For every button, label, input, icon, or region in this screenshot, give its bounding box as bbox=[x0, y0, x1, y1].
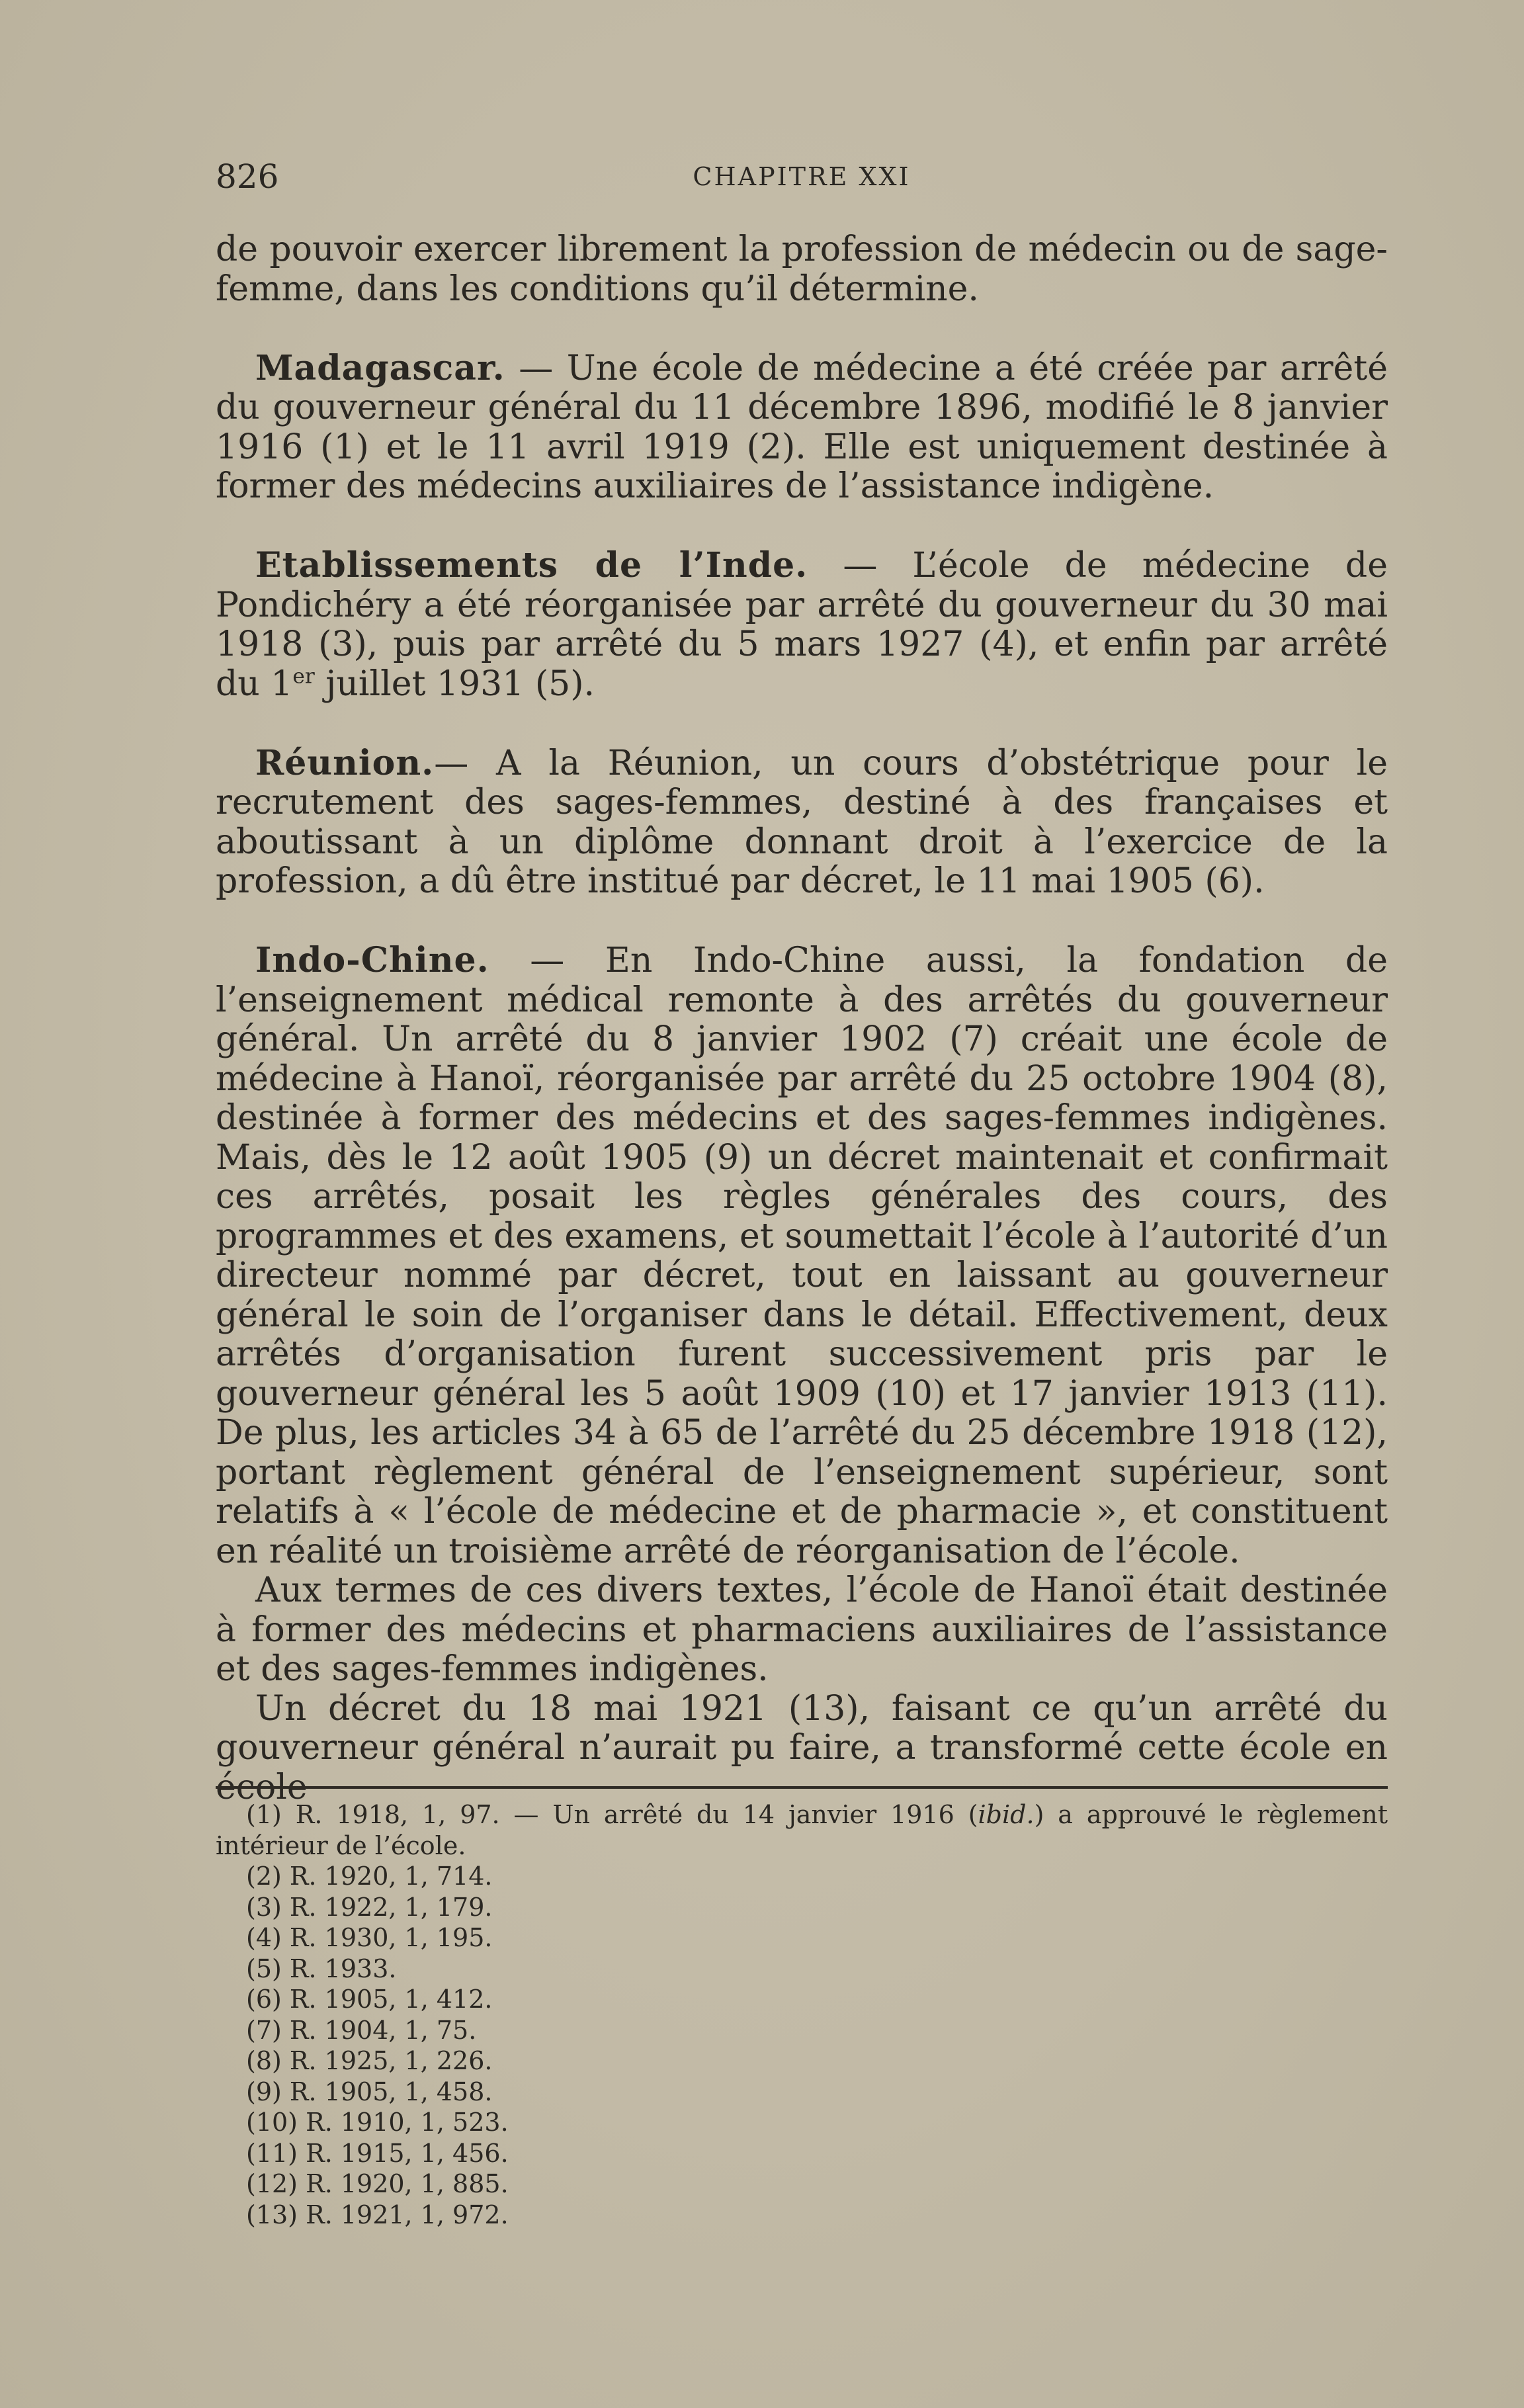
paragraph-indochine bbox=[216, 941, 1388, 1571]
footnote-2: (2) R. 1920, 1, 714. bbox=[246, 1862, 493, 1891]
paragraph-reunion bbox=[216, 744, 1388, 902]
paragraph-decret: Un décret du 18 mai 1921 (13), faisant ce qu’un arrêté du gouverneur général n’aurait pu faire, a transformé cette école en école bbox=[216, 1688, 1388, 1807]
footnotes bbox=[216, 1799, 1388, 2230]
footnote-12: (12) R. 1920, 1, 885. bbox=[246, 2169, 509, 2198]
section-heading-madagascar: Madagascar. bbox=[255, 347, 505, 388]
footnote-6: (6) R. 1905, 1, 412. bbox=[246, 1985, 493, 2014]
footnote-9: (9) R. 1905, 1, 458. bbox=[246, 2077, 493, 2106]
paragraph-hanoi: Aux termes de ces divers textes, l’école de Hanoï était destinée à former des médecins et pharmaciens auxiliaires de l’assistance et des sages-femmes indigènes. bbox=[216, 1570, 1388, 1689]
running-head: CHAPITRE XXI bbox=[693, 162, 911, 191]
section-heading-inde: Etablissements de l’Inde. bbox=[255, 545, 808, 585]
paragraph-text: — A la Réunion, un cours d’obstétrique pour le recrutement des sages-femmes, destiné à des françaises et aboutissant à un diplôme donnant droit à l’exercice de la profession, a dû être institué par décret, le 11 mai 1905 (6). bbox=[216, 743, 1388, 901]
page-number: 826 bbox=[216, 157, 279, 196]
footnote-rule bbox=[216, 1786, 1388, 1789]
footnote-4: (4) R. 1930, 1, 195. bbox=[246, 1923, 493, 1952]
paragraph-continued: de pouvoir exercer librement la profession de médecin ou de sage-femme, dans les conditions qu’il détermine. bbox=[216, 230, 1388, 309]
page-header bbox=[216, 153, 1388, 200]
paragraph-text: juillet 1931 (5). bbox=[314, 664, 595, 704]
footnote-13: (13) R. 1921, 1, 972. bbox=[246, 2200, 509, 2229]
paragraph-text: — Une école de médecine a été créée par arrêté du gouverneur général du 11 décembre 1896, modifié le 8 janvier 1916 (1) et le 11 avril 1919 (2). Elle est uniquement destinée à former des médecins auxiliaires de l’assistance indigène. bbox=[216, 348, 1388, 506]
footnote-5: (5) R. 1933. bbox=[246, 1954, 397, 1983]
footnote-11: (11) R. 1915, 1, 456. bbox=[246, 2138, 509, 2168]
footnote-1 bbox=[216, 1799, 1388, 1861]
paragraph-inde bbox=[216, 546, 1388, 704]
main-text bbox=[216, 230, 1388, 1807]
footnote-text: ) a approuvé le règlement intérieur de l’école. bbox=[216, 1800, 1388, 1860]
footnote-text: (1) R. 1918, 1, 97. — Un arrêté du 14 janvier 1916 ( bbox=[246, 1800, 978, 1829]
footnote-3: (3) R. 1922, 1, 179. bbox=[246, 1892, 493, 1922]
paragraph-text: — L’école de médecine de Pondichéry a été réorganisée par arrêté du gouverneur du 30 mai 1918 (3), puis par arrêté du 5 mars 1927 (4), et enfin par arrêté du 1 bbox=[216, 546, 1388, 704]
footnote-7: (7) R. 1904, 1, 75. bbox=[246, 2015, 477, 2045]
footnote-10: (10) R. 1910, 1, 523. bbox=[246, 2108, 509, 2137]
section-heading-indochine: Indo-Chine. bbox=[255, 940, 489, 980]
section-heading-reunion: Réunion. bbox=[255, 742, 435, 783]
footnote-ibid: ibid. bbox=[978, 1800, 1035, 1829]
footnote-8: (8) R. 1925, 1, 226. bbox=[246, 2046, 493, 2075]
superscript: er bbox=[292, 664, 315, 689]
paragraph-text: — En Indo-Chine aussi, la fondation de l’enseignement médical remonte à des arrêtés du gouverneur général. Un arrêté du 8 janvier 1902 (7) créait une école de médecine à Hanoï, réorganisée par arrêté du 25 octobre 1904 (8), destinée à former des médecins et des sages-femmes indigènes. Mais, dès le 12 août 1905 (9) un décret maintenait et confirmait ces arrêtés, posait les règles générales des cours, des programmes et des examens, et soumettait l’école à l’autorité d’un directeur nommé par décret, tout en laissant au gouverneur général le soin de l’organiser dans le détail. Effectivement, deux arrêtés d’organisation furent successivement pris par le gouverneur général les 5 août 1909 (10) et 17 janvier 1913 (11). De plus, les articles 34 à 65 de l’arrêté du 25 décembre 1918 (12), portant règlement général de l’enseignement supérieur, sont relatifs à « l’école de médecine et de pharmacie », et constituent en réalité un troisième arrêté de réorganisation de l’école. bbox=[216, 941, 1388, 1571]
paragraph-madagascar bbox=[216, 349, 1388, 507]
